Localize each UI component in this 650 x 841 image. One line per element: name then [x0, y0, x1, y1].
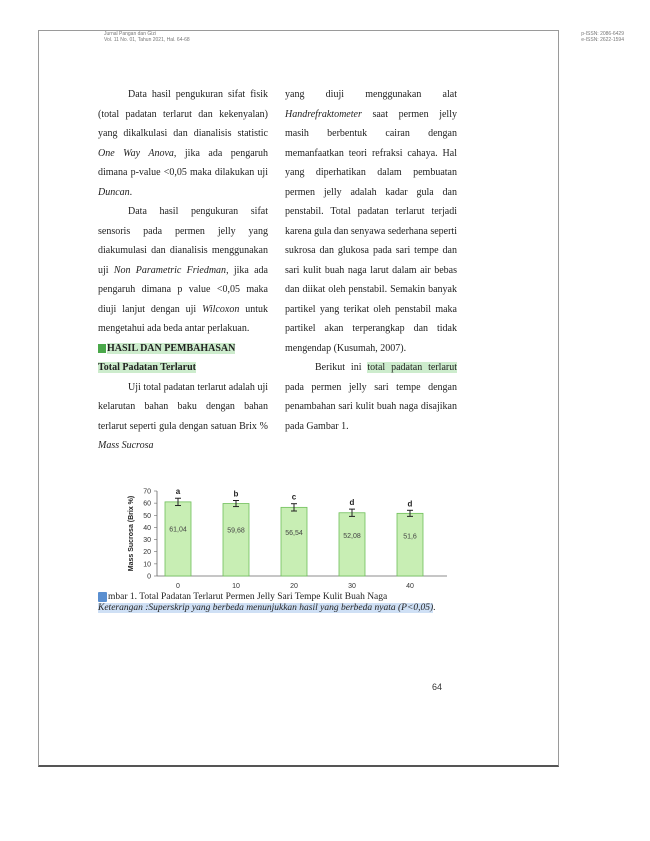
- superscript-label: d: [349, 498, 355, 508]
- y-tick-label: 50: [143, 512, 151, 520]
- data-label: 52,08: [343, 533, 361, 541]
- data-label: 51,6: [403, 533, 417, 541]
- paragraph-figure-reference: Berikut ini total padatan terlarut pada permen jelly sari tempe dengan penambahan sari kulit buah naga disajikan pada Gambar 1.: [285, 362, 457, 432]
- figure-caption: [98, 592, 458, 614]
- tss-bar-chart: [97, 456, 467, 591]
- bar: [339, 513, 365, 576]
- subsection-heading: Total Padatan Terlarut: [98, 362, 196, 373]
- y-tick-label: 70: [143, 488, 151, 496]
- y-tick-label: 30: [143, 537, 151, 545]
- x-tick-label: 30: [348, 583, 356, 590]
- y-tick-label: 10: [143, 561, 151, 569]
- bar: [397, 513, 423, 576]
- y-tick-label: 60: [143, 500, 151, 508]
- p-issn: p-ISSN: 2086-6429: [581, 31, 624, 37]
- y-tick-label: 0: [147, 573, 151, 581]
- superscript-label: c: [291, 492, 297, 502]
- x-tick-label: 0: [176, 583, 180, 590]
- data-label: 56,54: [285, 529, 303, 537]
- superscript-label: a: [175, 487, 181, 497]
- x-tick-label: 10: [232, 583, 240, 590]
- x-tick-label: 20: [290, 583, 298, 590]
- data-label: 61,04: [169, 526, 187, 534]
- bar: [165, 502, 191, 576]
- y-tick-label: 40: [143, 524, 151, 532]
- journal-name: Jurnal Pangan dan Gizi: [104, 31, 156, 37]
- superscript-label: b: [233, 489, 239, 499]
- comment-marker-icon[interactable]: [98, 344, 106, 353]
- comment-marker-icon[interactable]: [98, 592, 107, 602]
- journal-volume: Vol. 11 No. 01, Tahun 2021, Hal. 64-68: [104, 37, 190, 43]
- caption-note: Keterangan :Superskrip yang berbeda menunjukkan hasil yang berbeda nyata (P<0,05).: [98, 603, 436, 614]
- superscript-label: d: [407, 499, 413, 509]
- y-axis-label: Mass Sucrosa (Brix %): [128, 495, 135, 572]
- paragraph-sensory-analysis: Data hasil pengukuran sifat sensoris pada permen jelly yang diakumulasi dan dianalisis menggunakan uji Non Parametric Friedman, jika ada pengaruh dimana p value <0,05 maka diuji lanjut dengan uji Wilcoxon untuk mengetahui ada beda antar perlakuan.: [98, 206, 268, 334]
- paragraph-physical-analysis: Data hasil pengukuran sifat fisik (total padatan terlarut dan kekenyalan) yang dikalkulasi dan dianalisis statistic One Way Anova, jika ada pengaruh dimana p-value <0,05 maka dilakukan uji Duncan.: [98, 89, 268, 198]
- right-column: [285, 85, 457, 436]
- x-tick-label: 40: [406, 583, 414, 590]
- caption-title: mbar 1. Total Padatan Terlarut Permen Jelly Sari Tempe Kulit Buah Naga: [98, 592, 458, 603]
- paragraph-tss-intro: Uji total padatan terlarut adalah uji kelarutan bahan baku dengan bahan terlarut seperti gula dengan satuan Brix % Mass Sucrosa: [98, 381, 268, 451]
- y-tick-label: 20: [143, 549, 151, 557]
- e-issn: e-ISSN: 2622-1594: [581, 37, 624, 43]
- section-heading: HASIL DAN PEMBAHASAN: [98, 339, 268, 359]
- bar: [281, 507, 307, 576]
- bar: [223, 504, 249, 576]
- left-column: [98, 85, 268, 456]
- paragraph-refractometer: yang diuji menggunakan alat Handrefraktometer saat permen jelly masih berbentuk cairan dengan memanfaatkan teori refraksi cahaya. Hal yang diperhatikan dalam pembuatan permen jelly adalah kadar gula dan penstabil. Total padatan terlarut terjadi karena gula dan senyawa sederhana seperti sukrosa dan glukosa pada sari tempe dan sari kulit buah naga larut dalam air bebas dan diikat oleh penstabil. Semakin banyak partikel yang terikat oleh penstabil maka partikel akan terperangkap dan tidak mengendap (Kusumah, 2007).: [285, 89, 457, 354]
- running-header-left: [104, 31, 190, 43]
- running-header-right: [581, 31, 624, 43]
- page-number: 64: [432, 682, 443, 692]
- data-label: 59,68: [227, 527, 245, 535]
